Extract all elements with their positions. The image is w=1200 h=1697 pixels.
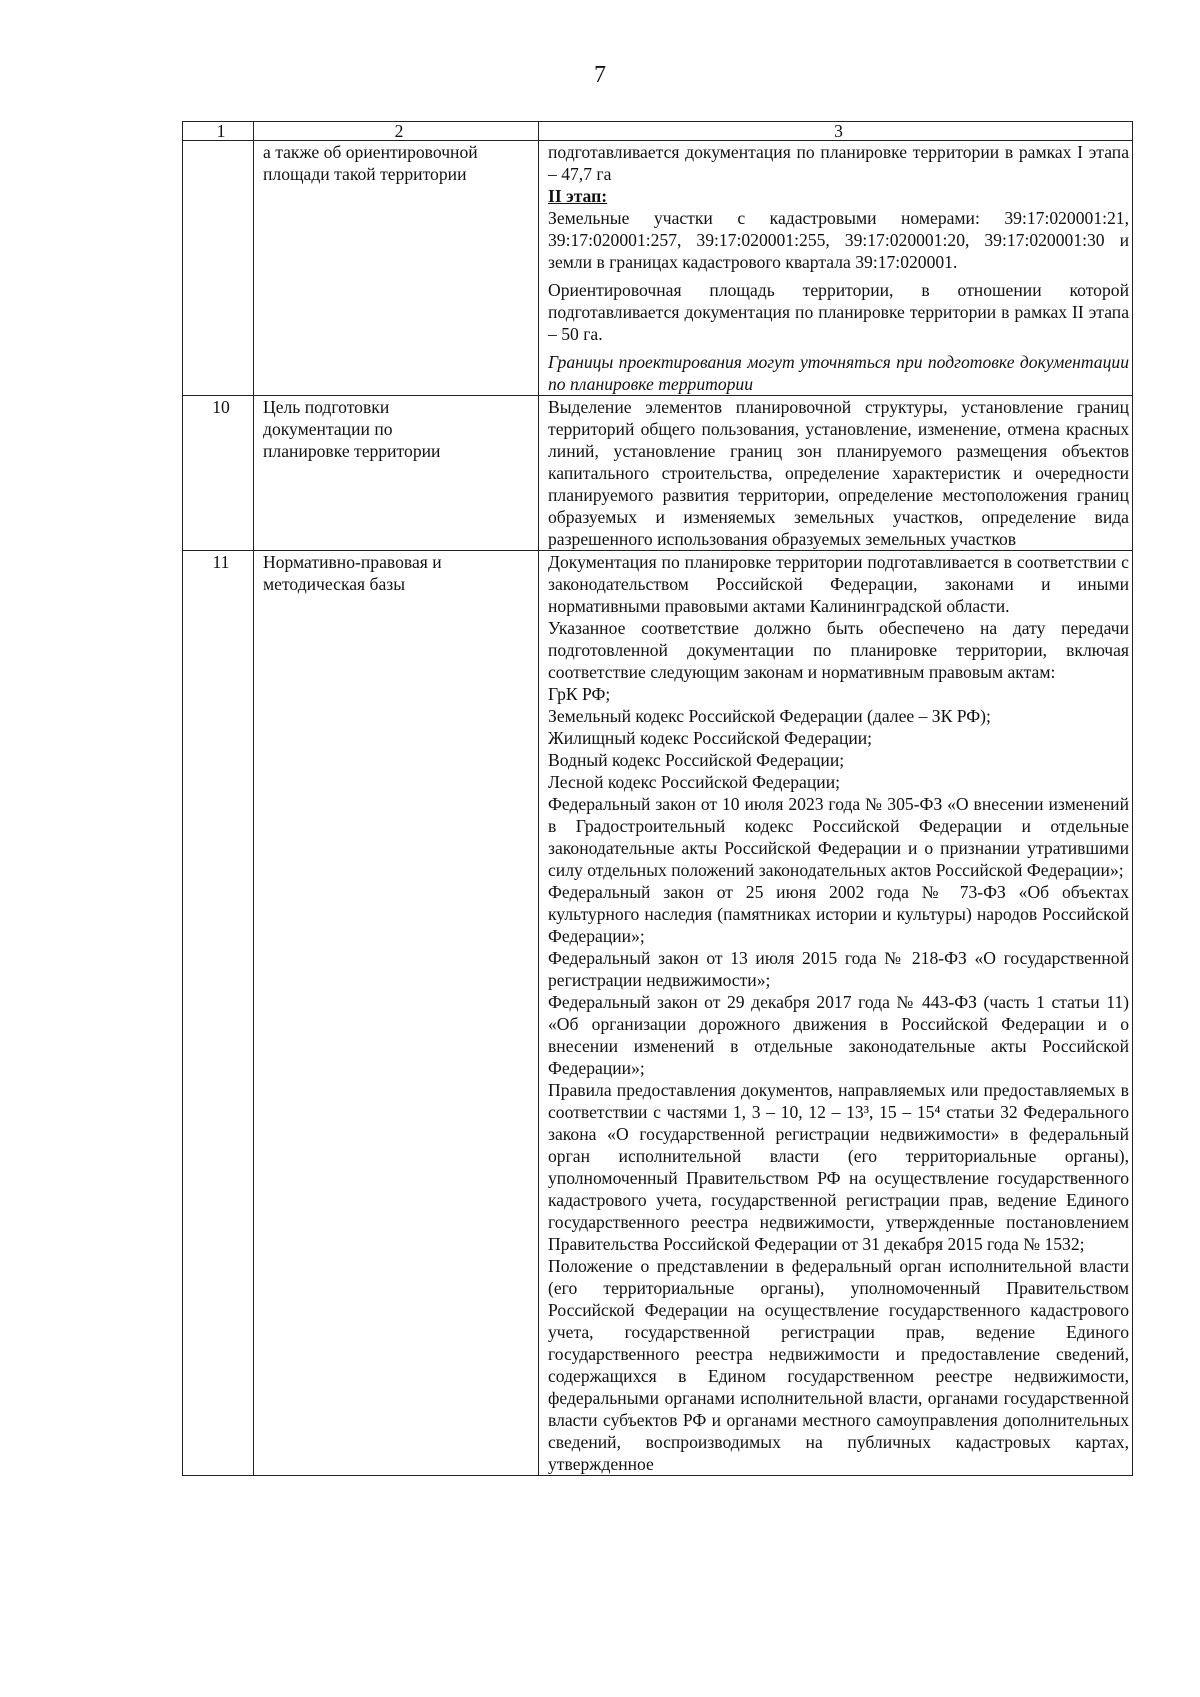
row-label-line: а также об ориентировочной xyxy=(263,142,478,162)
regulation-item: Федеральный закон от 29 декабря 2017 года № 443-ФЗ (часть 1 статьи 11) «Об организации дорожного движения в Российской Федерации и о внесении изменений в отдельные законодательные акты Российской Федерации»; xyxy=(548,992,1129,1078)
row-content-cell xyxy=(539,396,1133,551)
row-label-cell xyxy=(254,141,539,396)
table-header-row xyxy=(183,122,1133,141)
regulation-item: Указанное соответствие должно быть обеспечено на дату передачи подготовленной документации по планировке территории, включая соответствие следующим законам и нормативным правовым актам: xyxy=(548,618,1129,682)
stage2-title: II этап: xyxy=(548,186,608,206)
purpose-text: Выделение элементов планировочной структуры, установление границ территорий общего пользования, установление, изменение, отмена красных линий, установление границ зон планируемого размещения объектов капитального строительства, определение характеристик и очередности планируемого развития территории, определение местоположения границ образуемых и изменяемых земельных участков, определение вида разрешенного использования образуемых земельных участков xyxy=(548,397,1129,549)
regulation-item: Лесной кодекс Российской Федерации; xyxy=(548,772,840,792)
table-row xyxy=(183,551,1133,1476)
stage2-parcels-text: Земельные участки с кадастровыми номерами: 39:17:020001:21, 39:17:020001:257, 39:17:020001:255, 39:17:020001:20, 39:17:020001:30 и земли в границах кадастрового квартала 39:17:020001. xyxy=(548,208,1129,272)
regulation-item: Федеральный закон от 10 июля 2023 года № 305-ФЗ «О внесении изменений в Градостроительный кодекс Российской Федерации и отдельные законодательные акты Российской Федерации и о признании утратившими силу отдельных положений законодательных актов Российской Федерации»; xyxy=(548,794,1129,880)
row-label-line: площади такой территории xyxy=(263,164,467,184)
requirements-table xyxy=(182,121,1133,1476)
regulation-item: Положение о представлении в федеральный орган исполнительной власти (его территориальные органы), уполномоченный Правительством Российской Федерации на осуществление государственного кадастрового учета, государственной регистрации прав, ведение Единого государственного реестра недвижимости и предоставление сведений, содержащихся в Едином государственном реестре недвижимости, федеральными органами исполнительной власти, органами государственной власти субъектов РФ и органами местного самоуправления дополнительных сведений, воспроизводимых на публичных кадастровых картах, утвержденное xyxy=(548,1256,1129,1474)
row-label-line: планировке территории xyxy=(263,441,441,461)
page-number: 7 xyxy=(594,62,606,88)
design-boundaries-note: Границы проектирования могут уточняться при подготовке документации по планировке территории xyxy=(548,352,1129,394)
stage1-area-text: подготавливается документация по планировке территории в рамках I этапа – 47,7 га xyxy=(548,142,1129,184)
header-col-1: 1 xyxy=(183,122,254,141)
row-label-cell xyxy=(254,551,539,1476)
regulation-item: Жилищный кодекс Российской Федерации; xyxy=(548,728,873,748)
header-col-2: 2 xyxy=(254,122,539,141)
row-number-cell: 10 xyxy=(183,396,254,551)
row-number-cell xyxy=(183,141,254,396)
row-label-line: Цель подготовки xyxy=(263,397,390,417)
header-col-3: 3 xyxy=(539,122,1133,141)
regulation-item: Правила предоставления документов, направляемых или предоставляемых в соответствии с частями 1, 3 – 10, 12 – 13³, 15 – 15⁴ статьи 32 Федерального закона «О государственной регистрации недвижимости» в федеральный орган исполнительной власти (его территориальные органы), уполномоченный Правительством РФ на осуществление государственного кадастрового учета, государственной регистрации прав, ведение Единого государственного реестра недвижимости, утвержденные постановлением Правительства Российской Федерации от 31 декабря 2015 года № 1532; xyxy=(548,1080,1129,1254)
row-number-cell: 11 xyxy=(183,551,254,1476)
regulation-item: Водный кодекс Российской Федерации; xyxy=(548,750,845,770)
regulation-item: Федеральный закон от 25 июня 2002 года № 73-ФЗ «Об объектах культурного наследия (памятниках истории и культуры) народов Российской Федерации»; xyxy=(548,882,1129,946)
table-row xyxy=(183,141,1133,396)
row-label-line: документации по xyxy=(263,419,393,439)
regulation-item: Земельный кодекс Российской Федерации (далее – ЗК РФ); xyxy=(548,706,991,726)
stage2-area-text: Ориентировочная площадь территории, в отношении которой подготавливается документация по планировке территории в рамках II этапа – 50 га. xyxy=(548,280,1129,344)
row-content-cell xyxy=(539,141,1133,396)
table-row xyxy=(183,396,1133,551)
regulation-item: ГрК РФ; xyxy=(548,684,611,704)
row-label-line: Нормативно-правовая и xyxy=(263,552,442,572)
row-label-line: методическая базы xyxy=(263,574,406,594)
regulation-item: Федеральный закон от 13 июля 2015 года № 218-ФЗ «О государственной регистрации недвижимости»; xyxy=(548,948,1129,990)
row-label-cell xyxy=(254,396,539,551)
regulation-item: Документация по планировке территории подготавливается в соответствии с законодательством Российской Федерации, законами и иными нормативными правовыми актами Калининградской области. xyxy=(548,552,1129,616)
row-content-cell xyxy=(539,551,1133,1476)
